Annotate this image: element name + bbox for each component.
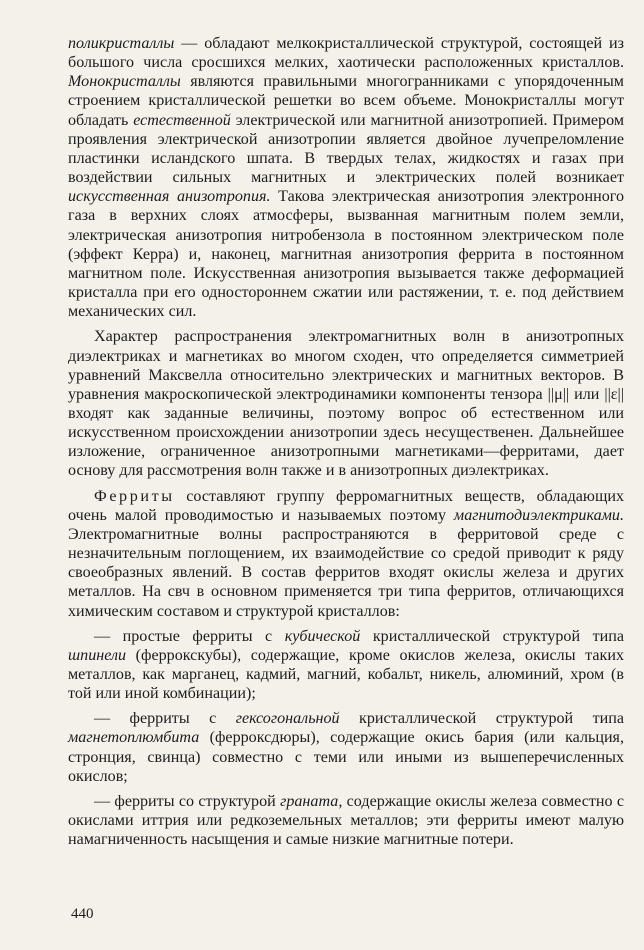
page-number: 440 [71, 906, 94, 922]
list-item-garnet-ferrites [68, 792, 624, 849]
text-segment: являются правильными многогранниками с упорядоченным строением кристаллической решетки во всем объеме. Монокристаллы могут обладать [68, 73, 624, 129]
body-text [68, 34, 624, 849]
term-ferrites: Ферриты [94, 487, 175, 505]
text-segment: составляют группу ферромагнитных веществ, обладающих очень малой проводимостью и называемых поэтому [68, 487, 624, 524]
text-segment: кристаллической структурой типа [339, 710, 624, 728]
text-segment: — ферриты с [94, 710, 236, 728]
text-segment: — ферриты со структурой [94, 792, 281, 810]
term-cubic: кубической [284, 627, 361, 645]
paragraph-polycrystals [68, 34, 624, 321]
term-polycrystals: поликристаллы [68, 35, 175, 52]
text-segment: Характер распространения электромагнитных волн в анизотропных диэлектриках и магнетиках во многом сходен, что определяется симметрией уравнений Максвелла относительно электрических и магнитных векторов. В уравнения макроскопической электродинамики компоненты тензора ||μ|| или ||ε|| входят как заданные величины, поэтому вопрос об естественном или искусственном происхождении анизотропии здесь несущественен. Дальнейшее изложение, ограниченное анизотропными магнетиками—ферритами, дает основу для рассмотрения волн также и в анизотропных диэлектриках. [68, 328, 624, 480]
term-artificial-anisotropy: искусственная анизотропия. [68, 188, 271, 206]
text-segment: Электромагнитные волны распространяются в ферритовой среде с незначительным поглощением, их взаимодействие со средой приводит к ряду своеобразных явлений. В состав ферритов входят окислы железа и других металлов. На свч в основном применяется три типа ферритов, отличающихся химическим составом и структурой кристаллов: [68, 525, 624, 620]
term-hexagonal: гексогональной [235, 710, 340, 728]
text-segment: электрической или магнитной анизотропией. Примером проявления электрической анизотропии является двойное лучепреломление пластинки исландского шпата. В твердых телах, жидкостях и газах при воздействии сильных магнитных и электрических полей возникает [68, 111, 624, 187]
term-garnet: граната, [280, 792, 343, 810]
text-segment: — обладают мелкокристаллической структурой, состоящей из большого числа сросшихся мелких, хаотически расположенных кристаллов. [68, 35, 624, 72]
paragraph-wave-propagation [68, 327, 624, 480]
term-magnetoplumbite: магнетоплюмбита [68, 729, 200, 747]
text-segment: — простые ферриты с [94, 627, 285, 645]
term-natural: естественной [133, 111, 231, 129]
paragraph-ferrites [68, 487, 624, 621]
list-item-hexagonal-ferrites [68, 709, 624, 786]
text-segment: Такова электрическая анизотропия электронного газа в верхних слоях атмосферы, вызванная магнитным полем земли, электрическая анизотропия нитробензола в постоянном электрическом поле (эффект Керра) и, наконец, магнитная анизотропия феррита в постоянном магнитном поле. Искусственная анизотропия вызывается также деформацией кристалла при его одностороннем сжатии или растяжении, т. е. под действием механических сил. [68, 188, 624, 321]
term-monocrystals: Монокристаллы [68, 73, 181, 91]
text-segment: (ферроксдюры), содержащие окись бария (или кальция, стронция, свинца) совместно с теми или иными из вышеперечисленных окислов; [68, 729, 624, 785]
text-segment: кристаллической структурой типа [360, 627, 624, 645]
list-item-cubic-ferrites [68, 627, 624, 704]
text-segment: содержащие окислы железа совместно с окислами иттрия или редкоземельных металлов; эти ферриты имеют малую намагниченность насыщения и самые низкие магнитные потери. [68, 792, 624, 849]
text-segment: (феррокскубы), содержащие, кроме окислов железа, окислы таких металлов, как марганец, кадмий, магний, кобальт, никель, алюминий, хром (в той или иной комбинации); [68, 646, 624, 703]
term-magnetodielectrics: магнитодиэлектриками. [453, 506, 624, 524]
term-spinel: шпинели [68, 646, 127, 664]
